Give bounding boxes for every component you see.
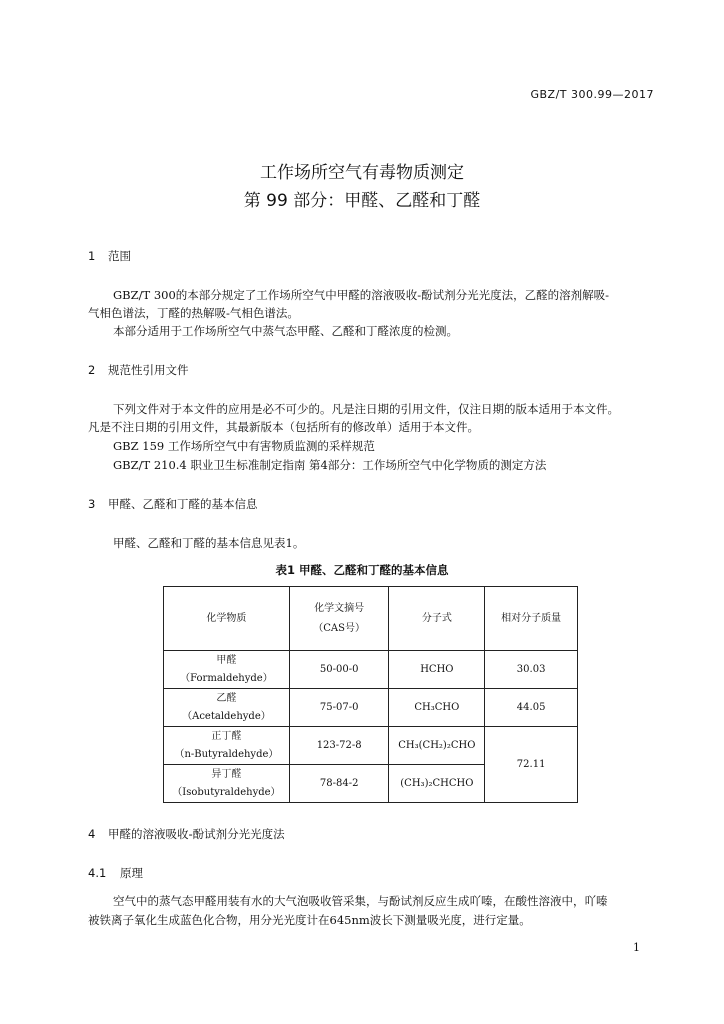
header-cas — [289, 587, 389, 651]
cas-cell: 123-72-8 — [289, 727, 389, 765]
section-title: 原理 — [120, 866, 143, 880]
paragraph: 下列文件对于本文件的应用是必不可少的。凡是注日期的引用文件，仅注日期的版本适用于本文件。 — [113, 402, 619, 416]
table-row — [164, 689, 578, 727]
section-number: 1 — [88, 249, 96, 263]
header-cas-line2: （CAS号） — [313, 622, 366, 634]
substance-en: （Isobutyraldehyde） — [172, 786, 281, 798]
paragraph: 被铁离子氧化生成蓝色化合物，用分光光度计在645nm波长下测量吸光度，进行定量。 — [88, 913, 531, 927]
paragraph: 空气中的蒸气态甲醛用装有水的大气泡吸收管采集，与酚试剂反应生成吖嗪，在酸性溶液中，吖嗪 — [113, 894, 608, 908]
section-number: 3 — [88, 497, 96, 511]
header-formula: 分子式 — [389, 587, 485, 651]
formula-cell: CH₃(CH₂)₂CHO — [389, 727, 485, 765]
header-mass: 相对分子质量 — [485, 587, 578, 651]
basic-info-table — [163, 586, 578, 803]
substance-cn: 乙醛 — [216, 692, 237, 704]
section-title: 规范性引用文件 — [108, 363, 189, 377]
reference-item: GBZ 159 工作场所空气中有害物质监测的采样规范 — [113, 439, 375, 453]
cas-cell: 50-00-0 — [289, 651, 389, 689]
formula-cell: (CH₃)₂CHCHO — [389, 765, 485, 803]
table-row — [164, 651, 578, 689]
paragraph: GBZ/T 300的本部分规定了工作场所空气中甲醛的溶液吸收-酚试剂分光光度法，乙醛的溶剂解吸- — [113, 288, 610, 302]
mass-cell: 44.05 — [485, 689, 578, 727]
section-title: 甲醛、乙醛和丁醛的基本信息 — [108, 497, 258, 511]
standard-number: GBZ/T 300.99—2017 — [530, 88, 654, 101]
cas-cell: 78-84-2 — [289, 765, 389, 803]
paragraph: 本部分适用于工作场所空气中蒸气态甲醛、乙醛和丁醛浓度的检测。 — [113, 324, 458, 338]
substance-cn: 正丁醛 — [211, 730, 242, 742]
paragraph: 甲醛、乙醛和丁醛的基本信息见表1。 — [113, 536, 305, 550]
header-cas-line1: 化学文摘号 — [314, 602, 365, 614]
section-number: 2 — [88, 363, 96, 377]
substance-en: （n-Butyraldehyde） — [174, 748, 279, 760]
substance-cn: 异丁醛 — [211, 768, 242, 780]
formula-cell: HCHO — [389, 651, 485, 689]
table-row — [164, 727, 578, 765]
section-number: 4.1 — [88, 866, 107, 880]
doc-title: 工作场所空气有毒物质测定 — [260, 163, 464, 183]
paragraph: 气相色谱法，丁醛的热解吸-气相色谱法。 — [88, 306, 299, 320]
section-number: 4 — [88, 827, 96, 841]
substance-en: （Formaldehyde） — [180, 672, 273, 684]
paragraph: 凡是不注日期的引用文件，其最新版本（包括所有的修改单）适用于本文件。 — [88, 420, 479, 434]
cas-cell: 75-07-0 — [289, 689, 389, 727]
table-caption: 表1 甲醛、乙醛和丁醛的基本信息 — [275, 563, 449, 577]
substance-en: （Acetaldehyde） — [182, 710, 271, 722]
substance-cn: 甲醛 — [216, 654, 237, 666]
mass-cell: 72.11 — [485, 727, 578, 803]
section-4-1-heading — [88, 865, 143, 881]
table-header-row — [164, 587, 578, 651]
header-substance: 化学物质 — [164, 587, 290, 651]
formula-cell: CH₃CHO — [389, 689, 485, 727]
page-number: 1 — [633, 941, 640, 954]
mass-cell: 30.03 — [485, 651, 578, 689]
section-1-heading — [88, 248, 131, 264]
section-title: 甲醛的溶液吸收-酚试剂分光光度法 — [108, 827, 285, 841]
section-3-heading — [88, 496, 258, 512]
section-title: 范围 — [108, 249, 131, 263]
reference-item: GBZ/T 210.4 职业卫生标准制定指南 第4部分：工作场所空气中化学物质的测定方法 — [113, 458, 547, 472]
doc-subtitle: 第 99 部分：甲醛、乙醛和丁醛 — [243, 191, 481, 211]
section-2-heading — [88, 362, 189, 378]
section-4-heading — [88, 826, 285, 842]
